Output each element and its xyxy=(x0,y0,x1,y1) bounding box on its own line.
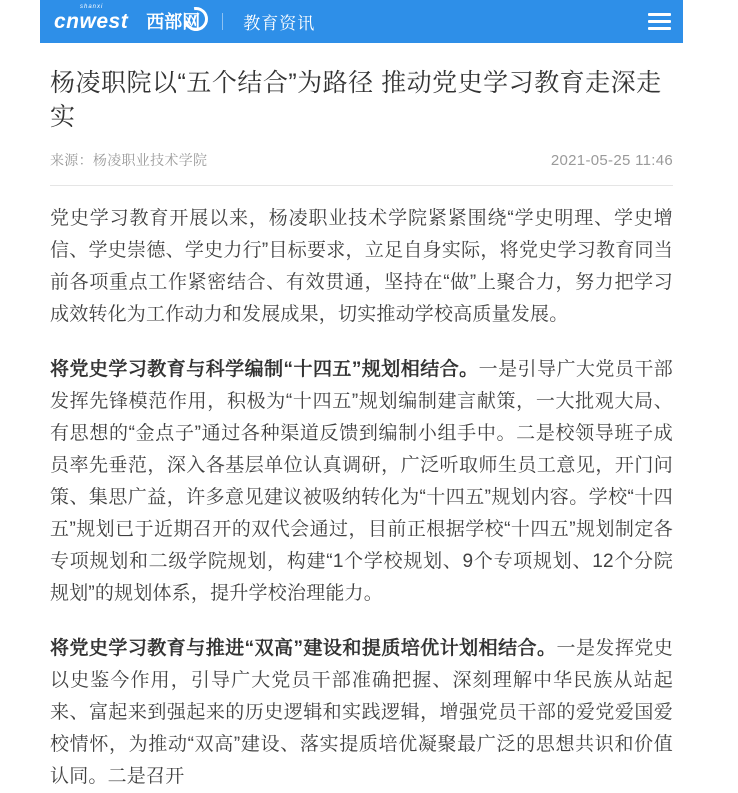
header-separator xyxy=(222,13,223,30)
article-main xyxy=(40,67,683,793)
paragraph-2-text: 一是引导广大党员干部发挥先锋模范作用，积极为“十四五”规划编制建言献策，一大批观大局、有思想的“金点子”通过各种渠道反馈到编制小组手中。二是校领导班子成员率先垂范，深入各基层单位认真调研，广泛听取师生员工意见，开门问策、集思广益，许多意见建议被吸纳转化为“十四五”规划内容。学校“十四五”规划已于近期召开的双代会通过，目前正根据学校“十四五”规划制定各专项规划和二级学院规划，构建“1个学校规划、9个专项规划、12个分院规划”的规划体系，提升学校治理能力。 xyxy=(50,358,673,604)
paragraph-2 xyxy=(50,354,673,610)
site-header xyxy=(40,0,683,43)
channel-label[interactable]: 教育资讯 xyxy=(243,14,316,33)
paragraph-2-lead: 将党史学习教育与科学编制“十四五”规划相结合。 xyxy=(50,358,479,380)
article-datetime: 2021-05-25 11:46 xyxy=(550,151,673,169)
logo-superscript: shanxi xyxy=(80,4,104,10)
content-column xyxy=(40,0,683,793)
article-meta-row xyxy=(50,150,673,186)
paragraph-1-text: 党史学习教育开展以来，杨凌职业技术学院紧紧围绕“学史明理、学史增信、学史崇德、学史力行”目标要求，立足自身实际，将党史学习教育同当前各项重点工作紧密结合、有效贯通，坚持在“做”上聚合力，努力把学习成效转化为工作动力和发展成果，切实推动学校高质量发展。 xyxy=(50,207,673,325)
paragraph-3-text: 一是发挥党史以史鉴今作用，引导广大党员干部准确把握、深刻理解中华民族从站起来、富起来到强起来的历史逻辑和实践逻辑，增强党员干部的爱党爱国爱校情怀，为推动“双高”建设、落实提质培优凝聚最广泛的思想共识和价值认同。二是召开 xyxy=(50,637,673,787)
paragraph-1 xyxy=(50,203,673,331)
logo-site-name: 西部网 xyxy=(146,11,201,32)
paragraph-3-lead: 将党史学习教育与推进“双高”建设和提质培优计划相结合。 xyxy=(50,637,557,659)
site-logo[interactable] xyxy=(54,4,201,33)
paragraph-3 xyxy=(50,633,673,793)
article-title: 杨凌职院以“五个结合”为路径 推动党史学习教育走深走实 xyxy=(50,69,662,131)
article-body xyxy=(50,203,673,793)
logo-wordmark: cnwest xyxy=(54,10,129,33)
hamburger-menu-icon[interactable] xyxy=(646,9,673,34)
article-source: 来源：杨凌职业技术学院 xyxy=(50,151,208,168)
